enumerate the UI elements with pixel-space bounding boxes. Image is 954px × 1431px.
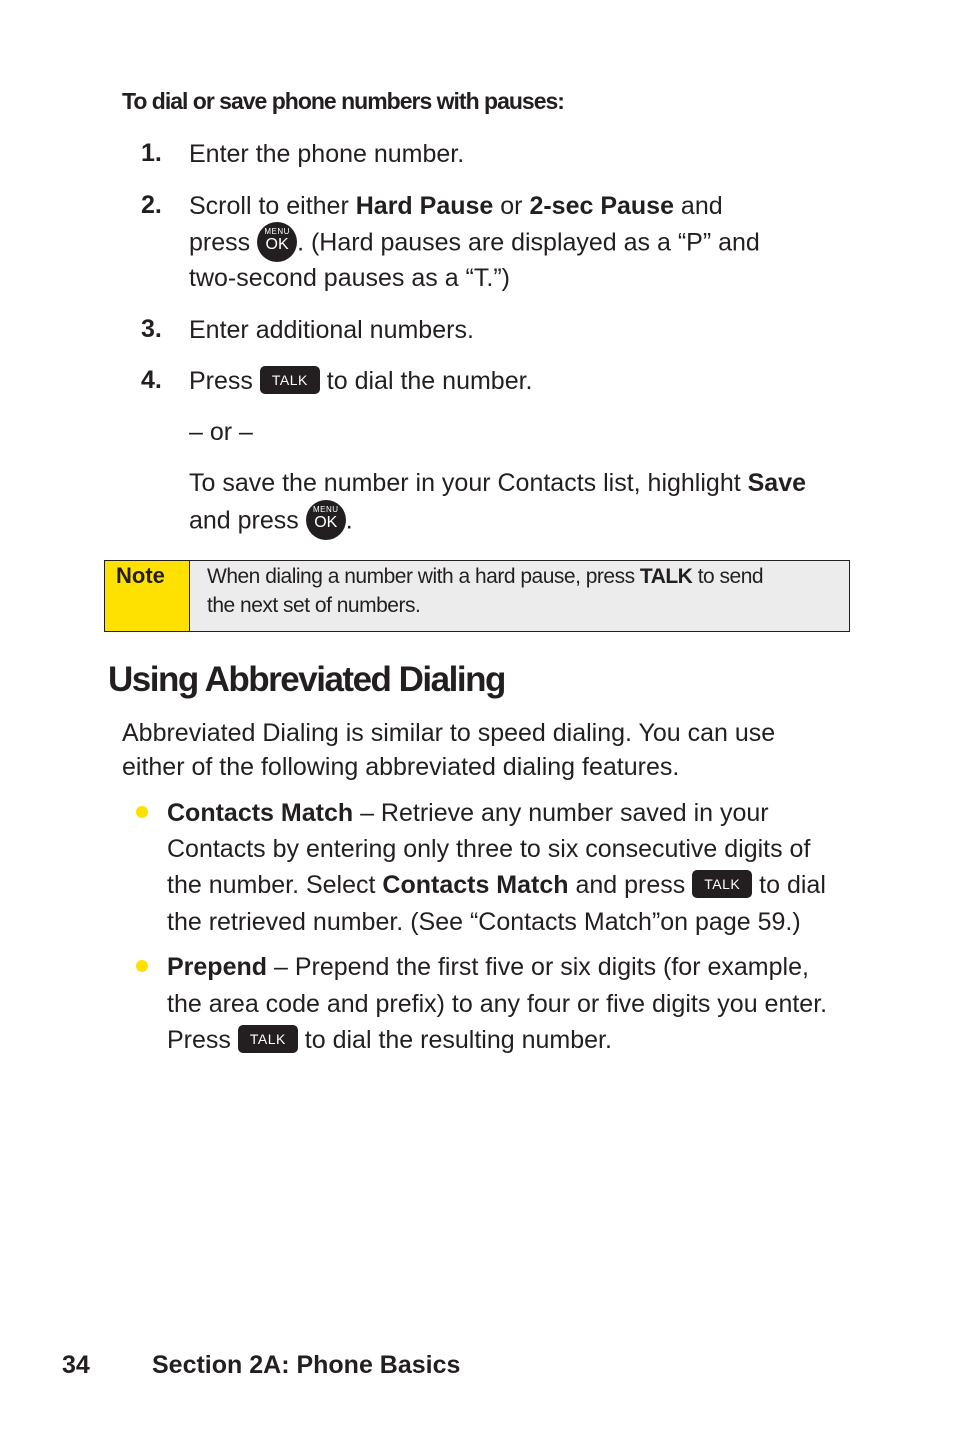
procedure-title: To dial or save phone numbers with pauses: — [122, 88, 564, 114]
bullet-text: Contacts by entering only three to six consecutive digits of — [167, 835, 811, 863]
talk-key-text: TALK — [639, 565, 693, 588]
step-text: two-second pauses as a “T.”) — [189, 264, 510, 292]
intro-text: either of the following abbreviated dialing features. — [122, 753, 680, 781]
step-number: 3. — [141, 315, 162, 343]
bullet-text: Contacts Match – Retrieve any number saved in your — [167, 799, 769, 827]
bullet-text: Prepend – Prepend the first five or six digits (for example, — [167, 953, 809, 981]
step-text: press MENU OK . (Hard pauses are displayed as a “P” and — [189, 224, 760, 264]
talk-key-icon: TALK — [260, 366, 320, 394]
menu-ok-key-icon: MENU OK — [306, 500, 346, 540]
talk-key-icon: TALK — [238, 1025, 298, 1053]
step-text: Enter the phone number. — [189, 140, 465, 168]
section-heading: Using Abbreviated Dialing — [108, 660, 505, 699]
bullet-text: the number. Select Contacts Match and press TALK to dial — [167, 871, 826, 899]
footer-section: Section 2A: Phone Basics — [152, 1351, 461, 1379]
note-box — [104, 560, 850, 632]
or-separator: – or – — [189, 418, 253, 446]
two-sec-pause-option: 2-sec Pause — [529, 192, 674, 220]
note-label: Note — [105, 561, 190, 631]
bullet-text: Press TALK to dial the resulting number. — [167, 1026, 612, 1054]
step-text: Enter additional numbers. — [189, 316, 474, 344]
step-number: 2. — [141, 191, 162, 219]
step-text: Scroll to either Hard Pause or 2-sec Pause and — [189, 192, 723, 220]
step-number: 4. — [141, 366, 162, 394]
intro-text: Abbreviated Dialing is similar to speed dialing. You can use — [122, 719, 776, 747]
save-option: Save — [747, 469, 807, 497]
save-instruction: and press MENU OK . — [189, 502, 353, 542]
note-text: When dialing a number with a hard pause, press TALK to send the next set of numbers. — [190, 561, 849, 631]
save-instruction: To save the number in your Contacts list, highlight Save — [189, 469, 807, 497]
talk-key-icon: TALK — [692, 870, 752, 898]
page-number: 34 — [62, 1351, 90, 1379]
bullet-text: the retrieved number. (See “Contacts Match”on page 59.) — [167, 908, 801, 936]
step-text: Press TALK to dial the number. — [189, 367, 533, 395]
step-number: 1. — [141, 139, 162, 167]
menu-ok-key-icon: MENU OK — [257, 222, 297, 262]
hard-pause-option: Hard Pause — [355, 192, 494, 220]
bullet-text: the area code and prefix) to any four or five digits you enter. — [167, 990, 828, 1018]
bullet-icon — [136, 806, 148, 818]
bullet-icon — [136, 960, 148, 972]
